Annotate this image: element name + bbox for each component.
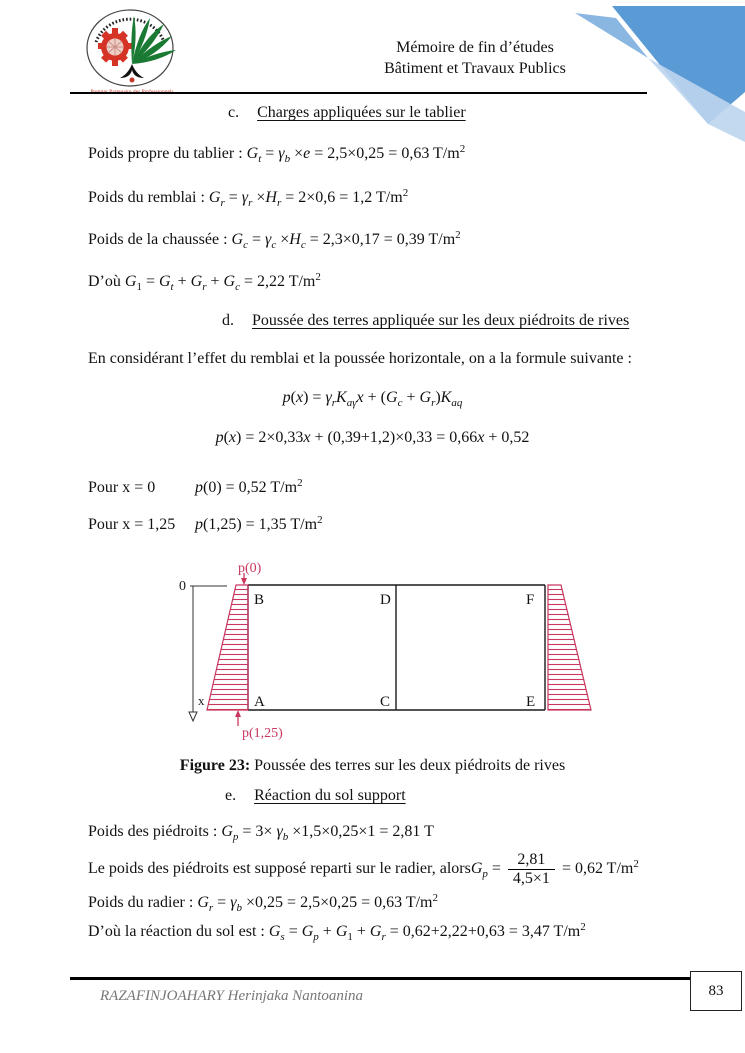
- heading-c-title: Charges appliquées sur le tablier: [257, 104, 466, 121]
- figure-23-diagram: [150, 552, 610, 752]
- line-repartition: [88, 846, 639, 892]
- heading-c: [228, 104, 466, 122]
- node-label-C: C: [380, 694, 391, 710]
- right-pressure-trapezoid: [548, 585, 591, 710]
- pressure-top-arrowhead: [241, 578, 247, 585]
- node-label-D: D: [380, 592, 391, 608]
- header-title-line1: Mémoire de fin d’études: [396, 39, 554, 56]
- line-chaussee-formula: $G_c = \gamma_c \times H_c = 2,3\times 0,17 = 0,39$ $T/m^2$: [231, 229, 461, 251]
- line-remblai: [88, 187, 408, 209]
- figure-caption-text: Poussée des terres sur les deux piédroits de rives: [250, 757, 566, 774]
- line-pour-x0-formula: p(0) = 0,52 $T/m^2$: [195, 477, 303, 496]
- node-label-F: F: [526, 592, 535, 608]
- line-pour-x0: [88, 477, 303, 497]
- footer-author: RAZAFINJOAHARY Herinjaka Nantoanina: [100, 988, 364, 1004]
- axis-origin-label: 0: [179, 579, 186, 594]
- node-labels: [254, 592, 535, 710]
- line-radier: [88, 892, 438, 914]
- line-chaussee-label: Poids de la chaussée :: [88, 231, 232, 248]
- line-chaussee: [88, 229, 461, 251]
- line-repartition-formula: $G_p$ = $\frac{2,81}{4,5\times 1}$ = 0,62 $T/m^2$: [470, 850, 639, 887]
- line-remblai-label: Poids du remblai :: [88, 189, 209, 206]
- figure-caption-label: Figure 23:: [179, 757, 251, 774]
- pressure-bottom-arrowhead: [235, 710, 241, 717]
- line-remblai-formula: $G_r = \gamma_r \times H_r = 2\times 0,6 = 1,2$ $T/m^2$: [208, 187, 409, 209]
- heading-d: [222, 312, 629, 330]
- heading-e-number: e.: [225, 787, 237, 804]
- line-g1-label: D’où: [88, 273, 125, 290]
- line-piedroits-label: Poids des piédroits :: [88, 823, 222, 840]
- formula-px-numeric: p(x) = 2×0,33x + (0,39+1,2)×0,33 = 0,66x + 0,52: [215, 429, 530, 446]
- line-reaction: [88, 921, 586, 943]
- line-piedroits: [88, 823, 434, 843]
- axis-x-label: x: [198, 693, 205, 708]
- line-pour-x0-label: Pour x = 0: [88, 479, 156, 496]
- header-title-block: [320, 38, 630, 80]
- figure-23-caption: [0, 757, 745, 775]
- line-tablier: [88, 143, 465, 165]
- node-label-A: A: [254, 694, 265, 710]
- node-label-E: E: [526, 694, 536, 710]
- heading-e: [225, 787, 406, 805]
- footer-rule: [70, 977, 694, 980]
- line-repartition-label: Le poids des piédroits est supposé reparti sur le radier, alors: [88, 860, 471, 877]
- node-label-B: B: [254, 592, 265, 608]
- page-number-box: [690, 971, 742, 1011]
- left-pressure-trapezoid: [207, 585, 248, 710]
- logo-dot: [130, 78, 135, 83]
- line-piedroits-formula: $G_p = 3\times \gamma_b \times 1,5\times 0,25\times 1 = 2,81$ T: [221, 823, 434, 843]
- line-pour-x125: [88, 514, 323, 534]
- pressure-bottom-label: p(1,25): [242, 726, 283, 741]
- paragraph-intro-d: En considérant l’effet du remblai et la poussée horizontale, on a la formule suivante :: [88, 350, 632, 367]
- frame-lines: [248, 585, 545, 710]
- heading-d-title: Poussée des terres appliquée sur les deux piédroits de rives: [252, 312, 630, 329]
- header-rule: [70, 92, 647, 94]
- school-logo: [70, 8, 195, 96]
- heading-e-title: Réaction du sol support: [254, 787, 406, 804]
- line-radier-formula: $G_r = \gamma_b \times 0,25 = 2,5\times 0,25 = 0,63$ $T/m^2$: [197, 892, 438, 914]
- formula-px-general: $p(x) = \gamma_rK_{a\gamma}x + (G_c + G_r)K_{aq}$: [282, 389, 463, 409]
- line-tablier-label: Poids propre du tablier :: [88, 145, 247, 162]
- pressure-top-label: p(0): [238, 561, 262, 576]
- page-number: 83: [708, 982, 724, 999]
- line-reaction-label: D’où la réaction du sol est :: [88, 923, 269, 940]
- line-g1: [88, 271, 321, 293]
- heading-d-number: d.: [222, 312, 234, 329]
- line-pour-x125-label: Pour x = 1,25: [88, 516, 176, 533]
- line-radier-label: Poids du radier :: [88, 894, 198, 911]
- line-pour-x125-formula: p(1,25) = 1,35 $T/m^2$: [195, 514, 323, 533]
- line-reaction-formula: $G_s = G_p + G_1 + G_r = 0,62+2,22+0,63 = 3,47$ $T/m^2$: [268, 921, 586, 943]
- line-g1-formula: $G_1 = G_t + G_r + G_c = 2,22$ $T/m^2$: [124, 271, 321, 293]
- axis-arrowhead: [189, 712, 197, 721]
- header-title-line2: Bâtiment et Travaux Publics: [384, 59, 566, 77]
- line-tablier-formula: $G_t = \gamma_b \times e = 2,5\times 0,25 = 0,63$ $T/m^2$: [246, 143, 466, 165]
- heading-c-number: c.: [228, 104, 240, 121]
